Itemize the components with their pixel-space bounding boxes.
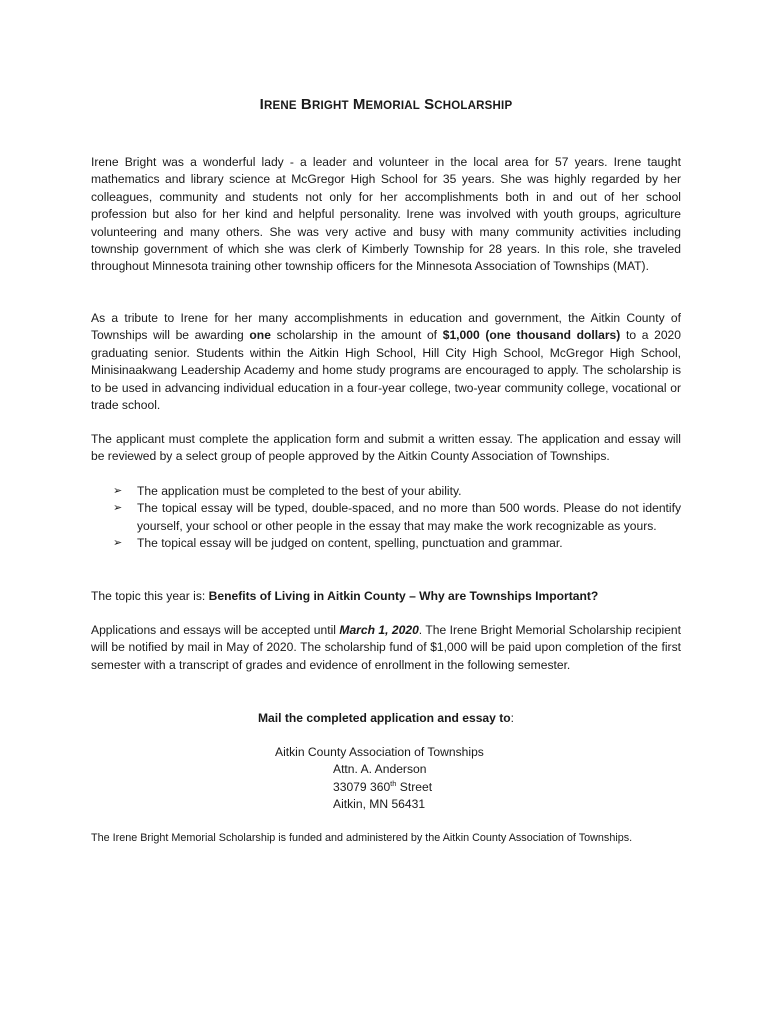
requirements-list — [113, 483, 681, 553]
award-count: one — [249, 328, 271, 343]
deadline-paragraph: Applications and essays will be accepted until March 1, 2020. The Irene Bright Memorial Scholarship recipient will be notified by mail in May of 2020. The scholarship fund of $1,000 will be paid upon completion of the first semester with a transcript of grades and evidence of enrollment in the following semester. — [91, 623, 681, 672]
application-paragraph: The applicant must complete the application form and submit a written essay. The application and essay will be reviewed by a select group of people approved by the Aitkin County Association of Townships. — [91, 432, 681, 464]
arrow-bullet-icon: ➢ — [113, 485, 123, 497]
arrow-bullet-icon: ➢ — [113, 537, 123, 550]
address-street: 33079 360th Street — [333, 778, 433, 794]
award-amount: $1,000 (one thousand dollars) — [442, 328, 621, 343]
address-city: Aitkin, MN 56431 — [333, 797, 426, 812]
list-item: ➢ The topical essay will be typed, double-spaced, and no more than 500 words. Please do not identify yourself, your school or other people in the essay that may make the work recognizable as yours. — [113, 501, 681, 533]
footer-note: The Irene Bright Memorial Scholarship is funded and administered by the Aitkin County Association of Townships. — [91, 832, 633, 844]
address-attn: Attn. A. Anderson — [333, 762, 427, 777]
list-item: ➢ The topical essay will be judged on content, spelling, punctuation and grammar. — [113, 535, 681, 552]
topic-title: Benefits of Living in Aitkin County – Why are Townships Important? — [208, 589, 599, 603]
mailing-address — [91, 744, 681, 814]
arrow-bullet-icon: ➢ — [113, 502, 123, 515]
intro-paragraph: Irene Bright was a wonderful lady - a leader and volunteer in the local area for 57 years. Irene taught mathematics and library science at McGregor High School for 35 years. She was highly regarded by her colleagues, community and students not only for her accomplishments both in and out of her school profession but also for her kind and helpful personality. Irene was involved with youth groups, agriculture volunteering and many others. She was very active and busy with many community activities including township government of which she was clerk of Kimberly Township for 28 years. In this role, she traveled throughout Minnesota training other township officers for the Minnesota Association of Townships (MAT). — [91, 155, 681, 274]
address-org: Aitkin County Association of Townships — [275, 745, 484, 759]
list-item: ➢ The application must be completed to the best of your ability. — [113, 483, 681, 500]
document-title: IRENE BRIGHT MEMORIAL SCHOLARSHIP — [259, 96, 513, 113]
mail-heading: Mail the completed application and essay to: — [257, 711, 515, 725]
award-paragraph: As a tribute to Irene for her many accomplishments in education and government, the Aitkin County of Townships will be awarding one scholarship in the amount of $1,000 (one thousand dollars) to a 2020 graduating senior. Students within the Aitkin High School, Hill City High School, McGregor High School, Minisinaakwang Leadership Academy and home study programs are encouraged to apply. The scholarship is to be used in advancing individual education in a four-year college, two-year community college, vocational or trade school. — [91, 311, 682, 413]
deadline-date: March 1, 2020 — [339, 623, 419, 637]
topic-line: The topic this year is: Benefits of Living in Aitkin County – Why are Townships Important? — [91, 589, 599, 603]
